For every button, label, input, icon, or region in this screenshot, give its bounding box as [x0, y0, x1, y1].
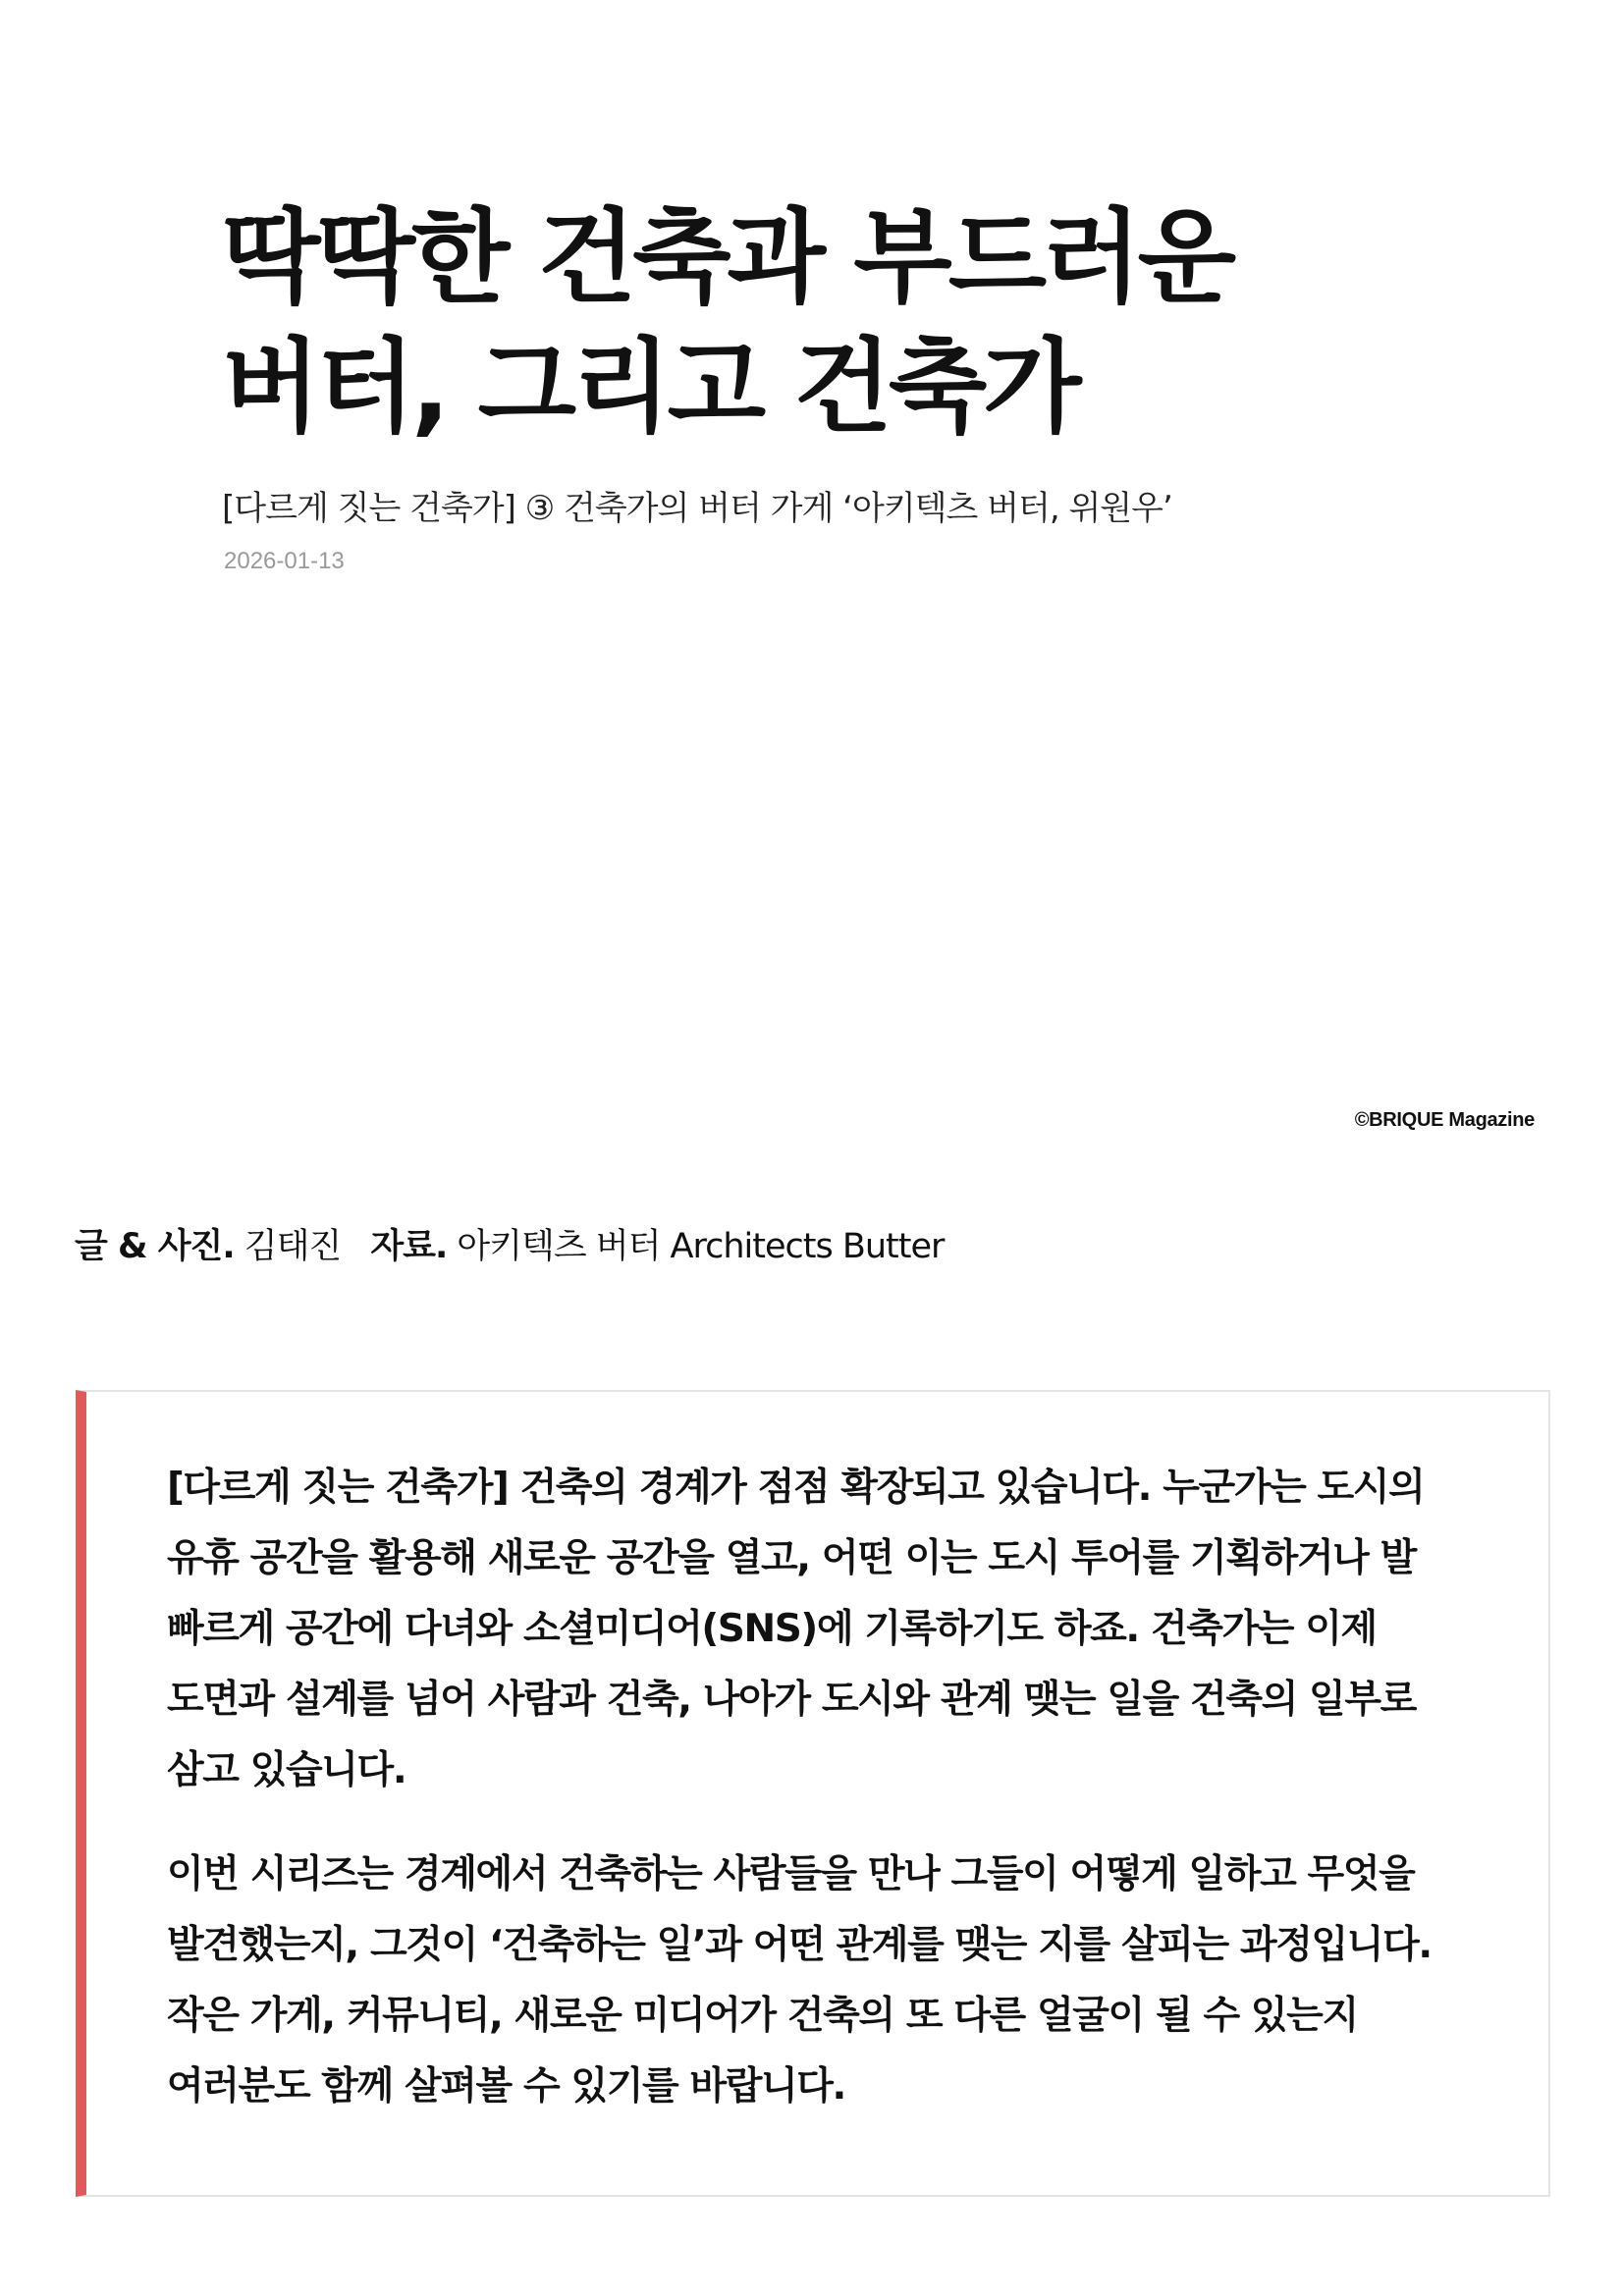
intro-line: 도면과 설계를 넘어 사람과 건축, 나아가 도시와 관계 맺는 일을 건축의 일부로 — [167, 1678, 1416, 1722]
intro-line: 발견했는지, 그것이 ‘건축하는 일’과 어떤 관계를 맺는 지를 살피는 과정입니다. — [167, 1923, 1432, 1967]
byline-source-label: 자료. — [370, 1227, 448, 1266]
byline-writer-label: 글 & 사진. — [75, 1227, 235, 1266]
article-date: 2026-01-13 — [224, 548, 345, 574]
intro-line: 삼고 있습니다. — [167, 1748, 406, 1792]
intro-paragraph-1 — [167, 1453, 1512, 1806]
intro-callout — [76, 1390, 1550, 2197]
intro-line: 여러분도 함께 살펴볼 수 있기를 바랍니다. — [167, 2064, 845, 2109]
intro-line: 작은 가게, 커뮤니티, 새로운 미디어가 건축의 또 다른 얼굴이 될 수 있는지 — [167, 1994, 1358, 2038]
article-title-line-2: 버터, 그리고 건축가 — [222, 327, 1078, 447]
intro-paragraph-2 — [167, 1840, 1512, 2122]
article-subtitle: [다르게 짓는 건축가] ③ 건축가의 버터 가게 ‘아키텍츠 버터, 위원우’ — [222, 489, 1172, 528]
photo-credit: ©BRIQUE Magazine — [1354, 1109, 1535, 1131]
byline — [75, 1225, 944, 1268]
article-title-line-1: 딱딱한 건축과 부드러운 — [222, 197, 1233, 317]
intro-line: [다르게 짓는 건축가] 건축의 경계가 점점 확장되고 있습니다. 누군가는 도시의 — [167, 1466, 1425, 1510]
byline-writer: 김태진 — [243, 1227, 342, 1266]
intro-line: 이번 시리즈는 경계에서 건축하는 사람들을 만나 그들이 어떻게 일하고 무엇을 — [167, 1852, 1415, 1896]
article-title — [222, 192, 1351, 452]
byline-source: 아키텍츠 버터 Architects Butter — [457, 1227, 945, 1266]
article-photo — [222, 609, 1538, 1099]
intro-line: 유휴 공간을 활용해 새로운 공간을 열고, 어떤 이는 도시 투어를 기획하거나 발 — [167, 1536, 1416, 1580]
intro-text — [167, 1453, 1512, 2122]
intro-line: 빠르게 공간에 다녀와 소셜미디어(SNS)에 기록하기도 하죠. 건축가는 이제 — [167, 1607, 1377, 1651]
